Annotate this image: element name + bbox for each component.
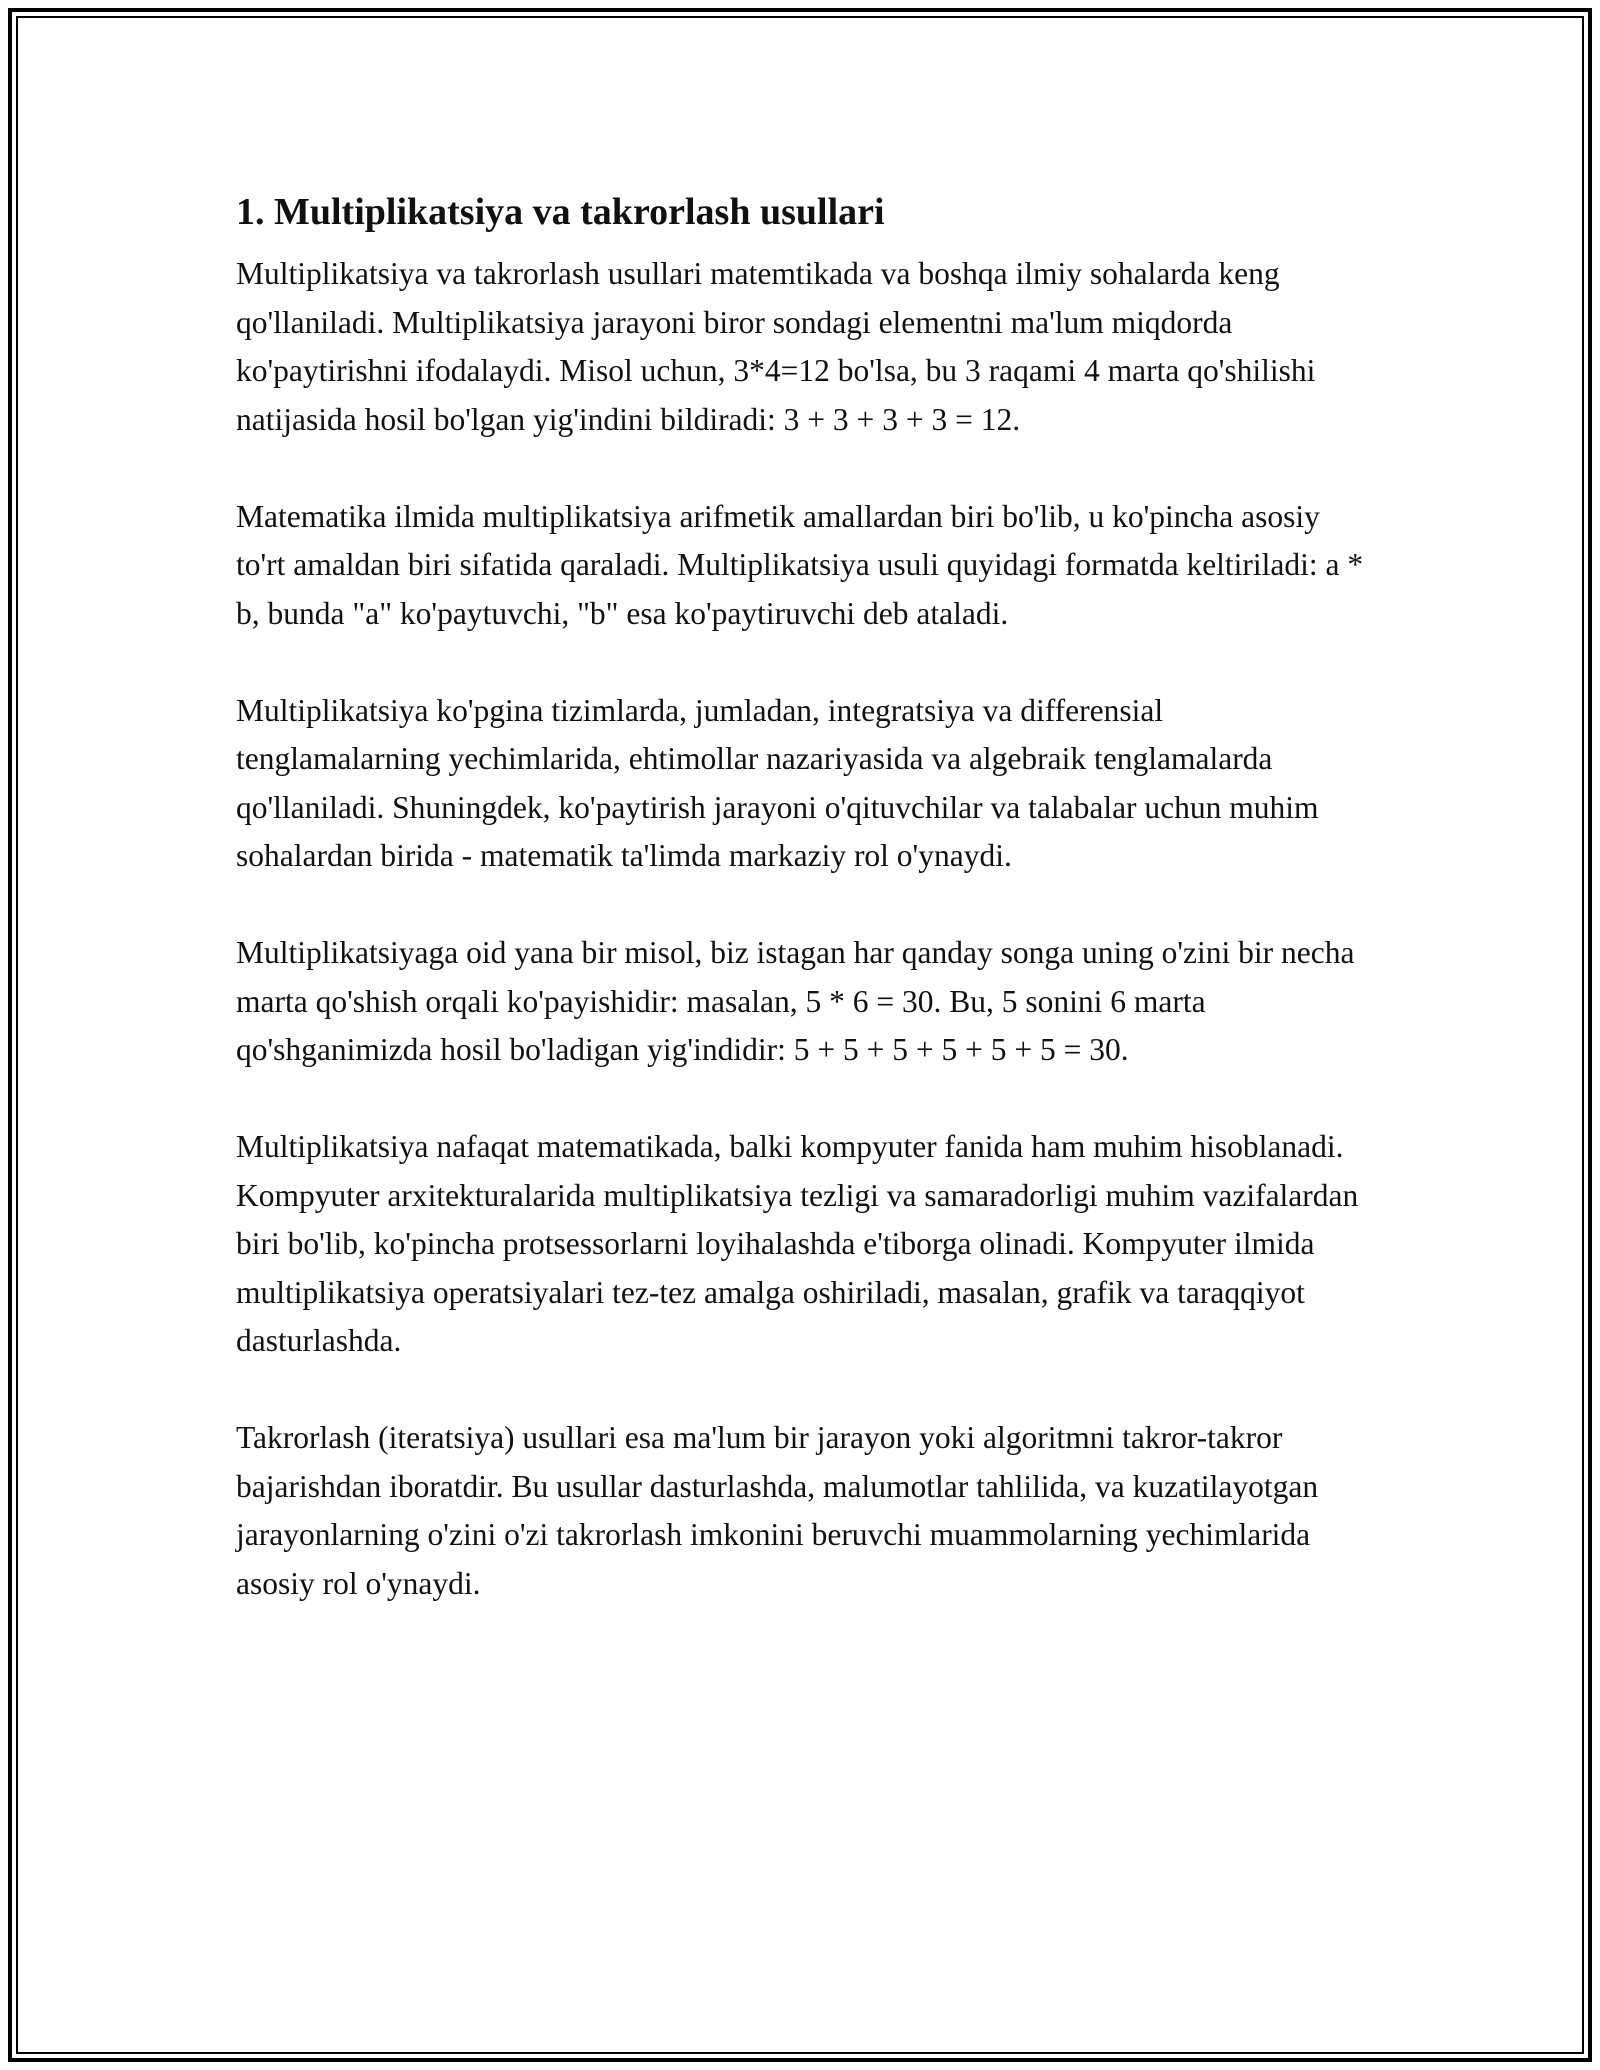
paragraph-5: Multiplikatsiya nafaqat matematikada, balki kompyuter fanida ham muhim hisoblanadi. Kompyuter arxitekturalarida multiplikatsiya tezligi va samaradorligi muhim vazifalardan biri bo'lib, ko'pincha protsessorlarni loyihalashda e'tiborga olinadi. Kompyuter ilmida multiplikatsiya operatsiyalari tez-tez amalga oshiriladi, masalan, grafik va taraqqiyot dasturlashda. [236, 1129, 1359, 1358]
document-body [236, 186, 1366, 1657]
paragraph-4: Multiplikatsiyaga oid yana bir misol, biz istagan har qanday songa uning o'zini bir necha marta qo'shish orqali ko'payishidir: masalan, 5 * 6 = 30. Bu, 5 sonini 6 marta qo'shganimizda hosil bo'ladigan yig'indidir: 5 + 5 + 5 + 5 + 5 + 5 = 30. [236, 935, 1355, 1067]
paragraph-2: Matematika ilmida multiplikatsiya arifmetik amallardan biri bo'lib, u ko'pincha asosiy to'rt amaldan biri sifatida qaraladi. Multiplikatsiya usuli quyidagi formatda keltiriladi: a * b, bunda "a" ko'paytuvchi, "b" esa ko'paytiruvchi deb ataladi. [236, 498, 1364, 631]
section-heading: 1. Multiplikatsiya va takrorlash usullari [236, 191, 885, 233]
paragraph-6: Takrorlash (iteratsiya) usullari esa ma'lum bir jarayon yoki algoritmni takror-takror bajarishdan iboratdir. Bu usullar dasturlashda, malumotlar tahlilida, va kuzatilayotgan jarayonlarning o'zini o'zi takrorlash imkonini beruvchi muammolarning yechimlarida asosiy rol o'ynaydi. [236, 1420, 1319, 1601]
paragraph-1: Multiplikatsiya va takrorlash usullari matemtikada va boshqa ilmiy sohalarda keng qo'llaniladi. Multiplikatsiya jarayoni biror sondagi elementni ma'lum miqdorda ko'paytirishni ifodalaydi. Misol uchun, 3*4=12 bo'lsa, bu 3 raqami 4 marta qo'shilishi natijasida hosil bo'lgan yig'indini bildiradi: 3 + 3 + 3 + 3 = 12. [236, 256, 1316, 437]
paragraph-3: Multiplikatsiya ko'pgina tizimlarda, jumladan, integratsiya va differensial tenglamalarning yechimlarida, ehtimollar nazariyasida va algebraik tenglamalarda qo'llaniladi. Shuningdek, ko'paytirish jarayoni o'qituvchilar va talabalar uchun muhim sohalardan birida - matematik ta'limda markaziy rol o'ynaydi. [236, 692, 1319, 873]
